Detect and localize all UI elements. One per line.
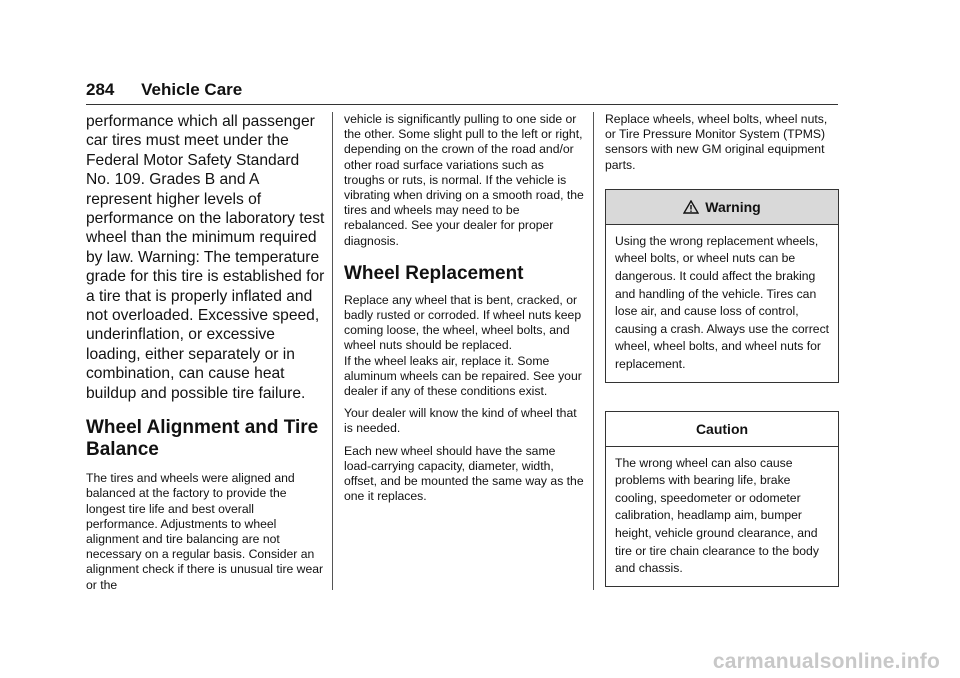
section-heading-wheel-replacement: Wheel Replacement bbox=[344, 262, 524, 284]
warning-title: Warning bbox=[705, 198, 761, 215]
watermark: carmanualsonline.info bbox=[712, 650, 940, 673]
air-leak-paragraph: If the wheel leaks air, replace it. Some aluminum wheels can be repaired. See your dealer if any of these conditions exist. bbox=[344, 353, 582, 399]
column-3 bbox=[605, 112, 839, 587]
tire-grade-paragraph: performance which all passenger car tires must meet under the Federal Motor Safety Standard No. 109. Grades B and A represent higher levels of performance on the laboratory test wheel than the minimum required by law. Warning: The temperature grade for this tire is established for a tire that is properly inflated and not overloaded. Excessive speed, underinflation, or excessive loading, either separately or in combination, can cause heat buildup and possible tire failure. bbox=[86, 113, 325, 402]
header-divider bbox=[86, 104, 838, 105]
column-divider-2 bbox=[593, 112, 594, 590]
dealer-paragraph: Your dealer will know the kind of wheel that is needed. bbox=[344, 406, 577, 436]
warning-body bbox=[606, 225, 838, 382]
warning-header bbox=[606, 190, 838, 225]
page-number: 284 bbox=[86, 80, 115, 99]
page-header bbox=[86, 80, 242, 100]
replace-wheel-paragraph: Replace any wheel that is bent, cracked, or badly rusted or corroded. If wheel nuts keep coming loose, the wheel, wheel bolts, and wheel nuts should be replaced. bbox=[344, 292, 582, 353]
pulling-paragraph: vehicle is significantly pulling to one side or the other. Some slight pull to the left or right, depending on the crown of the road and/or other road surface variations such as troughs or ruts, is normal. If the vehicle is vibrating when driving on a smooth road, the tires and wheels may need to be rebalanced. See your dealer for proper diagnosis. bbox=[344, 112, 584, 248]
column-2 bbox=[344, 112, 584, 511]
section-heading-alignment: Wheel Alignment and Tire Balance bbox=[86, 417, 319, 461]
column-divider-1 bbox=[332, 112, 333, 590]
replace-parts-paragraph: Replace wheels, wheel bolts, wheel nuts, or Tire Pressure Monitor System (TPMS) sensors with new GM original equipment parts. bbox=[605, 112, 828, 172]
alignment-paragraph: The tires and wheels were aligned and balanced at the factory to provide the longest tire life and best overall performance. Adjustments to wheel alignment and tire balancing are not necessary on a regular basis. Consider an alignment check if there is unusual tire wear or the bbox=[86, 471, 324, 592]
new-wheel-paragraph: Each new wheel should have the same load-carrying capacity, diameter, width, offset, and be mounted the same way as the one it replaces. bbox=[344, 443, 584, 504]
warning-triangle-icon bbox=[683, 200, 699, 214]
caution-text: The wrong wheel can also cause problems with bearing life, brake cooling, speedometer or odometer calibration, headlamp aim, bumper height, vehicle ground clearance, and tire or tire chain clearance to the body and chassis. bbox=[615, 455, 819, 576]
column-1 bbox=[86, 112, 326, 600]
caution-box bbox=[605, 411, 839, 587]
warning-text: Using the wrong replacement wheels, wheel bolts, or wheel nuts can be dangerous. It could affect the braking and handling of the vehicle. Tires can lose air, and cause loss of control, causing a crash. Always use the correct wheel, wheel bolts, and wheel nuts for replacement. bbox=[615, 233, 830, 371]
caution-body bbox=[606, 447, 838, 586]
warning-box bbox=[605, 189, 839, 383]
section-title: Vehicle Care bbox=[141, 80, 243, 99]
caution-title: Caution bbox=[695, 420, 749, 437]
caution-header bbox=[606, 412, 838, 447]
